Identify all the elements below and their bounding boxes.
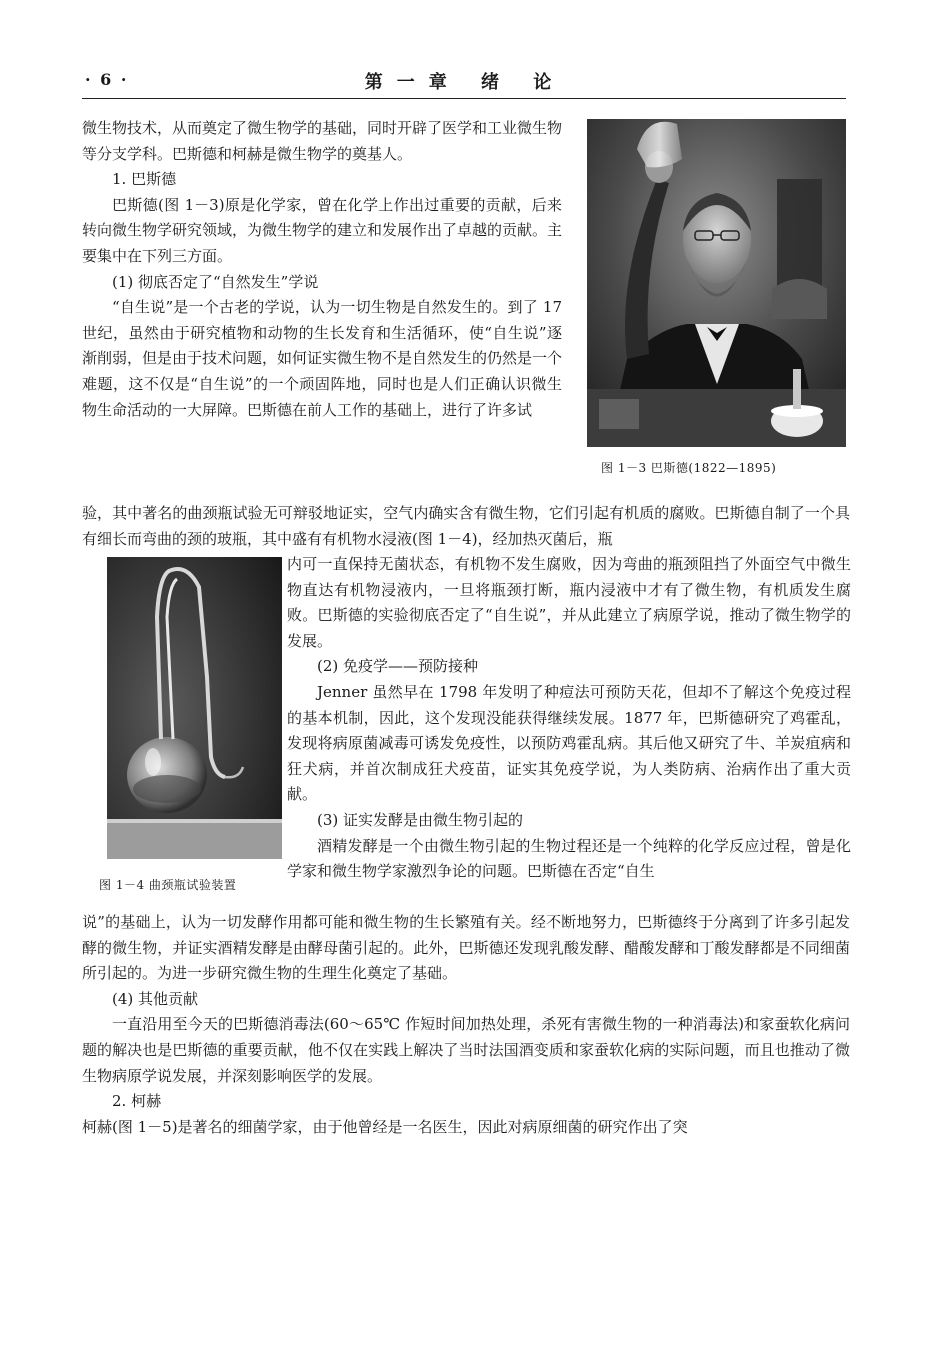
figure-swan-neck-flask	[107, 557, 282, 859]
paragraph: 巴斯德(图 1－3)原是化学家，曾在化学上作出过重要的贡献，后来转向微生物学研究领域，为微生物学的建立和发展作出了卓越的贡献。主要集中在下列三方面。	[82, 195, 563, 265]
text-block-top	[82, 116, 562, 423]
paragraph: 柯赫(图 1－5)是著名的细菌学家，由于他曾经是一名医生，因此对病原细菌的研究作出了突	[82, 1117, 688, 1136]
figure-caption: 图 1－4 曲颈瓶试验装置	[99, 878, 237, 892]
subsection-heading: (1) 彻底否定了“自然发生”学说	[112, 272, 319, 291]
header-rule	[82, 98, 846, 99]
figure-pasteur-photo	[587, 119, 846, 447]
subsection-heading: (4) 其他贡献	[112, 989, 199, 1008]
paragraph: 一直沿用至今天的巴斯德消毒法(60～65℃ 作短时间加热处理，杀死有害微生物的一种消毒法)和家蚕软化病问题的解决也是巴斯德的重要贡献，他不仅在实践上解决了当时法国酒变质和家蚕软化病的实际问题，而且也推动了微生物病原学说发展，并深刻影响医学的发展。	[82, 1015, 850, 1085]
text-block-full-width-2	[82, 910, 850, 1140]
text-block-full-width-1	[82, 501, 850, 552]
paragraph: 微生物技术，从而奠定了微生物学的基础，同时开辟了医学和工业微生物等分支学科。巴斯德和柯赫是微生物学的奠基人。	[82, 119, 563, 163]
subsection-heading: (2) 免疫学——预防接种	[317, 657, 479, 676]
paragraph: 内可一直保持无菌状态，有机物不发生腐败，因为弯曲的瓶颈阻挡了外面空气中微生物直达有机物浸液内，一旦将瓶颈打断，瓶内浸液中才有了微生物，有机质发生腐败。巴斯德的实验彻底否定了“自生说”，并从此建立了病原学说，推动了微生物学的发展。	[287, 555, 851, 650]
page-number: · 6 ·	[85, 70, 129, 89]
figure-caption: 图 1－3 巴斯德(1822—1895)	[601, 461, 777, 475]
text-block-right-column	[287, 552, 851, 885]
paragraph: 酒精发酵是一个由微生物引起的生物过程还是一个纯粹的化学反应过程，曾是化学家和微生物学家激烈争论的问题。巴斯德在否定“自生	[287, 836, 851, 881]
paragraph: Jenner 虽然早在 1798 年发明了种痘法可预防天花，但却不了解这个免疫过程的基本机制，因此，这个发现没能获得继续发展。1877 年，巴斯德研究了鸡霍乱，发现将病原菌减毒可诱发免疫性，以预防鸡霍乱病。其后他又研究了牛、羊炭疽病和狂犬病，并首次制成狂犬疫苗，证实其免疫学说，为人类防病、治病作出了重大贡献。	[287, 682, 851, 804]
paragraph: “自生说”是一个古老的学说，认为一切生物是自然发生的。到了 17 世纪，虽然由于研究植物和动物的生长发育和生活循环，使“自生说”逐渐削弱，但是由于技术问题，如何证实微生物不是自然发生的仍然是一个难题，这不仅是“自生说”的一个顽固阵地，同时也是人们正确认识微生物生命活动的一大屏障。巴斯德在前人工作的基础上，进行了许多试	[82, 298, 563, 419]
paragraph: 说”的基础上，认为一切发酵作用都可能和微生物的生长繁殖有关。经不断地努力，巴斯德终于分离到了许多引起发酵的微生物，并证实酒精发酵是由酵母菌引起的。此外，巴斯德还发现乳酸发酵、醋酸发酵和丁酸发酵都是不同细菌所引起的。为进一步研究微生物的生理生化奠定了基础。	[82, 913, 850, 983]
page-header	[85, 66, 845, 98]
paragraph: 验，其中著名的曲颈瓶试验无可辩驳地证实，空气内确实含有微生物，它们引起有机质的腐败。巴斯德自制了一个具有细长而弯曲的颈的玻瓶，其中盛有有机物水浸液(图 1－4)，经加热灭菌后，瓶	[82, 504, 850, 548]
section-heading: 2. 柯赫	[112, 1092, 162, 1111]
chapter-title: 第一章 绪 论	[364, 72, 566, 93]
section-heading: 1. 巴斯德	[112, 170, 177, 189]
subsection-heading: (3) 证实发酵是由微生物引起的	[317, 810, 524, 829]
